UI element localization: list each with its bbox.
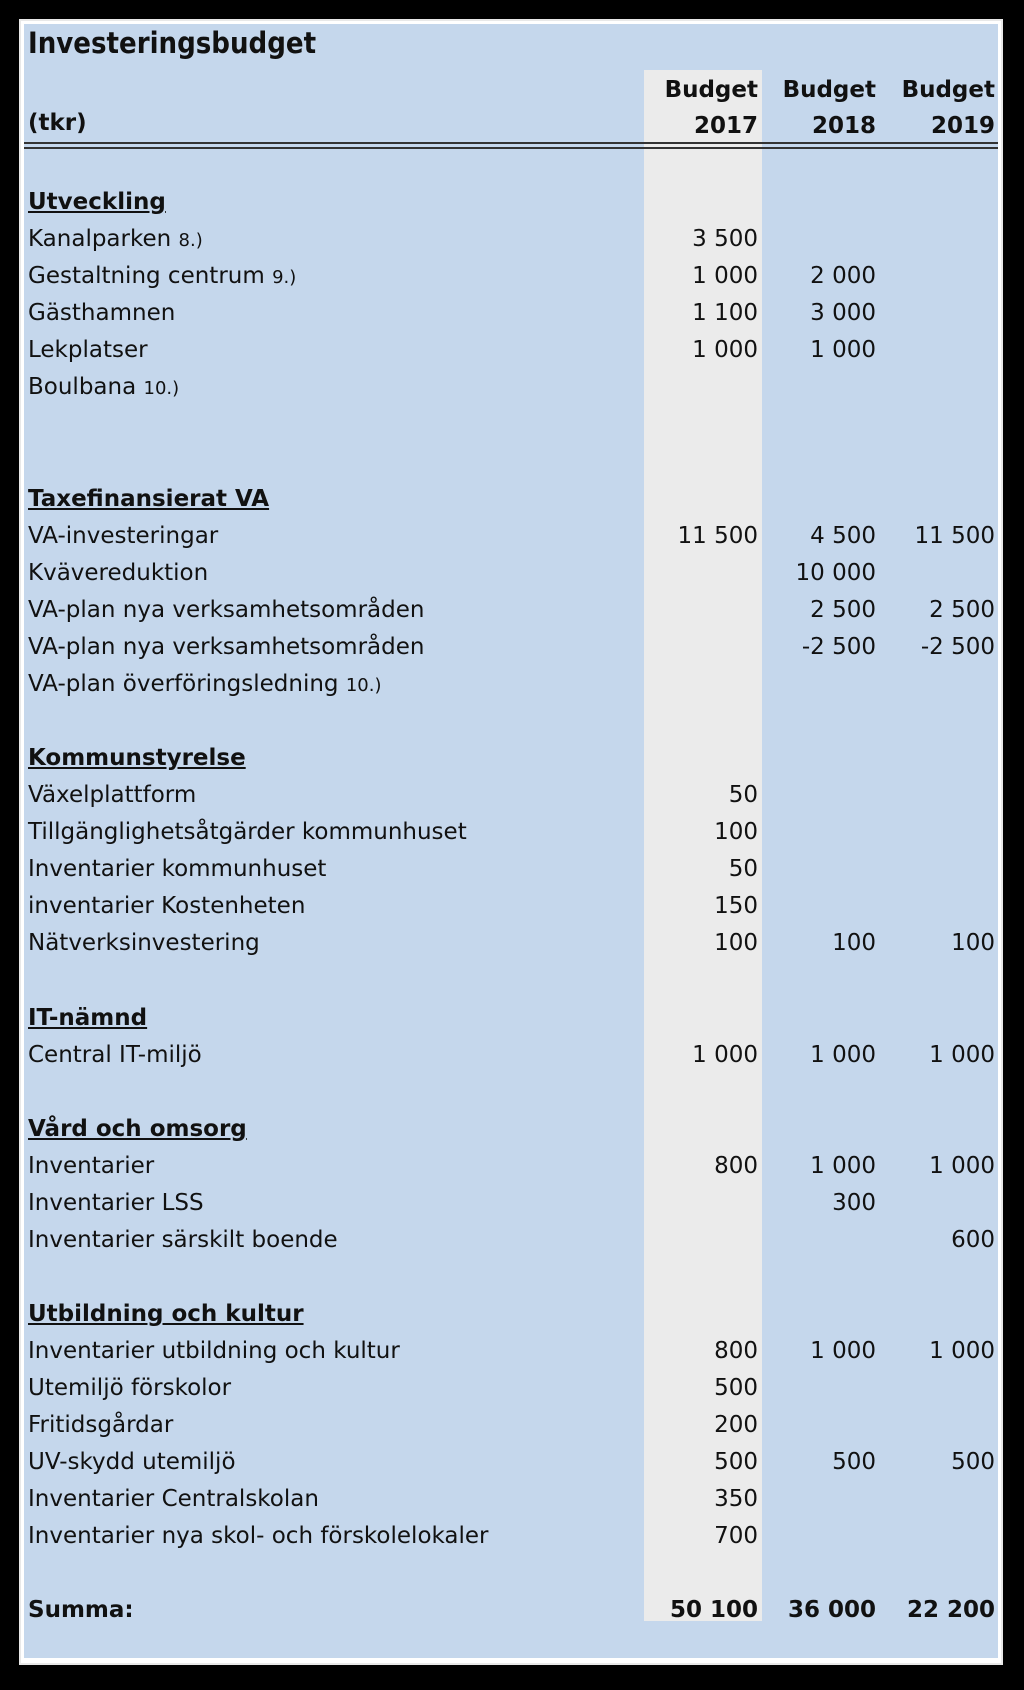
value-2017: 700 (714, 1523, 758, 1549)
section-heading: IT-nämnd (28, 1005, 148, 1031)
row-label (28, 555, 208, 592)
table-row (0, 666, 1024, 703)
table-row (0, 369, 1024, 406)
table-row (0, 1037, 1024, 1074)
section-heading-row (0, 1000, 1024, 1037)
row-label (28, 666, 381, 704)
row-label (28, 851, 326, 888)
footnote-ref: 10.) (143, 378, 180, 399)
value-2017: 100 (714, 819, 758, 845)
row-label-text: Lekplatser (28, 337, 148, 363)
value-2017: 1 100 (692, 300, 758, 326)
value-2019: 600 (951, 1227, 995, 1253)
row-label-text: Inventarier (28, 1153, 155, 1179)
table-row (0, 888, 1024, 925)
value-2018: 500 (832, 1449, 876, 1475)
value-2018: 10 000 (795, 560, 876, 586)
row-label-text: Inventarier särskilt boende (28, 1227, 338, 1253)
value-2018: 1 000 (810, 337, 876, 363)
row-label-text: VA-investeringar (28, 523, 219, 549)
value-2019: 11 500 (914, 523, 995, 549)
section-heading-row (0, 184, 1024, 221)
row-label-text: Inventarier kommunhuset (28, 856, 327, 882)
value-2018: 100 (832, 930, 876, 956)
value-2017: 3 500 (692, 226, 758, 252)
row-label (28, 888, 305, 925)
row-label (28, 1148, 154, 1185)
value-2019: 1 000 (929, 1153, 995, 1179)
table-row (0, 1222, 1024, 1259)
row-label (28, 814, 467, 851)
section-heading: Kommunstyrelse (28, 745, 246, 771)
value-2017: 1 000 (692, 337, 758, 363)
total-row (0, 1592, 1024, 1629)
row-label-text: Tillgänglighetsåtgärder kommunhuset (28, 819, 467, 845)
header-rule-top (24, 142, 998, 144)
section-heading-row (0, 1296, 1024, 1333)
row-label-text: Kanalparken (28, 226, 172, 252)
table-row (0, 1444, 1024, 1481)
section-heading: Taxefinansierat VA (28, 486, 270, 512)
section-heading-row (0, 1111, 1024, 1148)
row-label (28, 258, 296, 296)
value-2019: 2 500 (929, 597, 995, 623)
row-label (28, 1518, 489, 1555)
row-label (28, 777, 196, 814)
value-2017: 200 (714, 1412, 758, 1438)
section-heading-row (0, 481, 1024, 518)
row-label-text: Inventarier utbildning och kultur (28, 1338, 400, 1364)
value-2017: 1 000 (692, 1042, 758, 1068)
column-header-2017 (648, 72, 758, 144)
table-row (0, 518, 1024, 555)
row-label (28, 332, 148, 369)
footnote-ref: 10.) (345, 675, 382, 696)
value-2018: 4 500 (810, 523, 876, 549)
header-rule-bottom (24, 147, 998, 149)
row-label (28, 629, 424, 666)
row-label-text: Inventarier nya skol- och förskolelokaler (28, 1523, 489, 1549)
row-label-text: VA-plan nya verksamhetsområden (28, 634, 425, 660)
total-2018: 36 000 (787, 1597, 876, 1623)
value-2018: 2 000 (810, 263, 876, 289)
value-2018: 1 000 (810, 1042, 876, 1068)
total-label: Summa: (28, 1597, 134, 1623)
row-label (28, 518, 218, 555)
value-2017: 50 (728, 856, 758, 882)
value-2018: 1 000 (810, 1153, 876, 1179)
footnote-ref: 9.) (272, 267, 297, 288)
row-label (28, 925, 260, 962)
row-label (28, 369, 179, 407)
table-title: Investeringsbudget (28, 26, 317, 60)
column-header-line2: 2017 (693, 113, 758, 139)
column-header-line1: Budget (664, 77, 758, 103)
row-label (28, 1333, 400, 1370)
table-row (0, 1518, 1024, 1555)
table-row (0, 258, 1024, 295)
row-label (28, 592, 424, 629)
row-label-text: Fritidsgårdar (28, 1412, 174, 1438)
row-label-text: Utemiljö förskolor (28, 1375, 232, 1401)
table-row (0, 295, 1024, 332)
row-label-text: UV-skydd utemiljö (28, 1449, 236, 1475)
row-label-text: VA-plan överföringsledning (28, 671, 339, 697)
row-label-text: Kvävereduktion (28, 560, 209, 586)
row-label-text: Gestaltning centrum (28, 263, 265, 289)
row-label-text: Gästhamnen (28, 300, 176, 326)
row-label-text: Central IT-miljö (28, 1042, 202, 1068)
section-heading-row (0, 740, 1024, 777)
value-2017: 150 (714, 893, 758, 919)
table-row (0, 592, 1024, 629)
row-label-text: VA-plan nya verksamhetsområden (28, 597, 425, 623)
value-2018: 1 000 (810, 1338, 876, 1364)
value-2017: 350 (714, 1486, 758, 1512)
row-label (28, 1444, 236, 1481)
column-header-2018 (766, 72, 876, 144)
table-row (0, 555, 1024, 592)
value-2019: 1 000 (929, 1042, 995, 1068)
section-heading: Utbildning och kultur (28, 1301, 304, 1327)
column-header-line1: Budget (782, 77, 876, 103)
column-header-2019 (885, 72, 995, 144)
row-label-text: Inventarier LSS (28, 1190, 204, 1216)
table-row (0, 332, 1024, 369)
table-row (0, 1407, 1024, 1444)
row-label (28, 1481, 319, 1518)
table-row (0, 1333, 1024, 1370)
value-2017: 11 500 (677, 523, 758, 549)
row-label-text: Inventarier Centralskolan (28, 1486, 319, 1512)
value-2017: 500 (714, 1449, 758, 1475)
table-row (0, 221, 1024, 258)
table-row (0, 1481, 1024, 1518)
table-row (0, 1148, 1024, 1185)
column-header-line2: 2018 (811, 113, 876, 139)
row-label-text: inventarier Kostenheten (28, 893, 306, 919)
value-2018: -2 500 (801, 634, 876, 660)
value-2017: 1 000 (692, 263, 758, 289)
value-2017: 800 (714, 1153, 758, 1179)
value-2017: 500 (714, 1375, 758, 1401)
value-2017: 100 (714, 930, 758, 956)
value-2018: 2 500 (810, 597, 876, 623)
row-label (28, 295, 175, 332)
row-label (28, 1370, 231, 1407)
table-row (0, 1370, 1024, 1407)
table-row (0, 629, 1024, 666)
table-row (0, 777, 1024, 814)
section-heading: Vård och omsorg (28, 1116, 247, 1142)
row-label-text: Nätverksinvestering (28, 930, 260, 956)
row-label (28, 221, 203, 259)
value-2019: 1 000 (929, 1338, 995, 1364)
column-header-line2: 2019 (930, 113, 995, 139)
total-2019: 22 200 (906, 1597, 995, 1623)
row-label (28, 1222, 338, 1259)
total-2017: 50 100 (669, 1597, 758, 1623)
footnote-ref: 8.) (178, 230, 203, 251)
row-label (28, 1185, 204, 1222)
row-label-text: Boulbana (28, 374, 137, 400)
value-2018: 300 (832, 1190, 876, 1216)
value-2019: -2 500 (920, 634, 995, 660)
table-row (0, 814, 1024, 851)
table-row (0, 851, 1024, 888)
table-row (0, 925, 1024, 962)
value-2018: 3 000 (810, 300, 876, 326)
table-row (0, 1185, 1024, 1222)
section-heading: Utveckling (28, 189, 166, 215)
value-2019: 100 (951, 930, 995, 956)
column-header-line1: Budget (901, 77, 995, 103)
value-2017: 50 (728, 782, 758, 808)
row-label-text: Växelplattform (28, 782, 197, 808)
value-2017: 800 (714, 1338, 758, 1364)
unit-label: (tkr) (28, 110, 87, 136)
row-label (28, 1037, 202, 1074)
value-2019: 500 (951, 1449, 995, 1475)
row-label (28, 1407, 173, 1444)
